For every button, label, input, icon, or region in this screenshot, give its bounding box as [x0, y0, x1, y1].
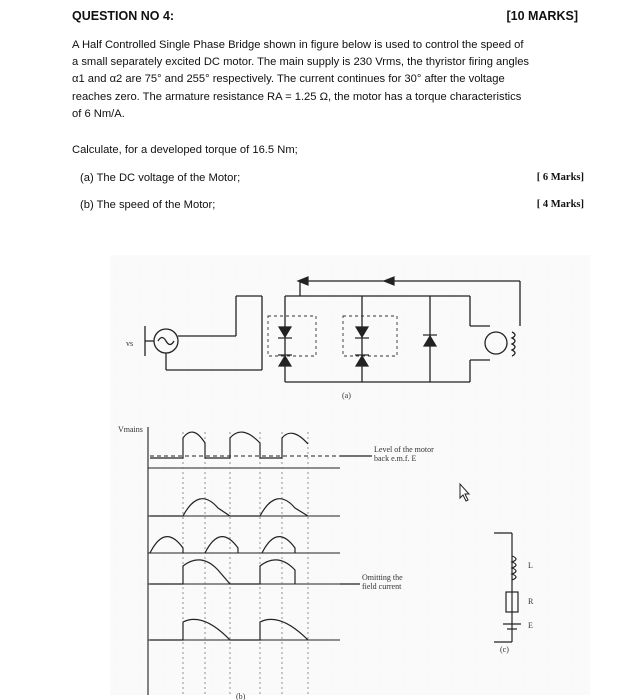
- paragraph-line: a small separately excited DC motor. The main supply is 230 Vrms, the thyristor firing angles: [72, 56, 530, 69]
- caption-b: (b): [236, 692, 246, 700]
- paragraph-line: A Half Controlled Single Phase Bridge shown in figure below is used to control the speed of: [72, 39, 524, 51]
- part-a-label: (a) The DC voltage of the Motor;: [80, 172, 241, 184]
- annotation-field-2: field current: [362, 582, 402, 591]
- label-vmains: Vmains: [118, 425, 143, 434]
- part-b-label: (b) The speed of the Motor;: [80, 199, 216, 211]
- question-heading: QUESTION NO 4:: [72, 9, 175, 23]
- annotation-field-1: Omitting the: [362, 573, 403, 582]
- question-total-marks: [10 MARKS]: [506, 9, 578, 23]
- bridge-figure: [0, 230, 640, 700]
- label-emf: E: [528, 621, 533, 630]
- caption-a: (a): [342, 391, 351, 400]
- annotation-emf-1: Level of the motor: [374, 445, 434, 454]
- caption-c: (c): [500, 645, 509, 654]
- paragraph-line: α1 and α2 are 75° and 255° respectively. The current continues for 30° after the voltage: [72, 73, 505, 86]
- paragraph-line: reaches zero. The armature resistance RA = 1.25 Ω, the motor has a torque characteristics: [72, 90, 522, 103]
- label-inductor: L: [528, 561, 533, 570]
- annotation-emf-2: back e.m.f. E: [374, 454, 417, 463]
- part-b-marks: [ 4 Marks]: [536, 199, 584, 210]
- question-header: [72, 9, 578, 27]
- supply-label: vs: [126, 339, 134, 348]
- task-intro: Calculate, for a developed torque of 16.5 Nm;: [72, 144, 298, 156]
- label-resistor: R: [528, 597, 534, 606]
- part-a-marks: [ 6 Marks]: [536, 172, 584, 183]
- paragraph-line: of 6 Nm/A.: [72, 107, 125, 120]
- question-paragraph: [72, 37, 578, 123]
